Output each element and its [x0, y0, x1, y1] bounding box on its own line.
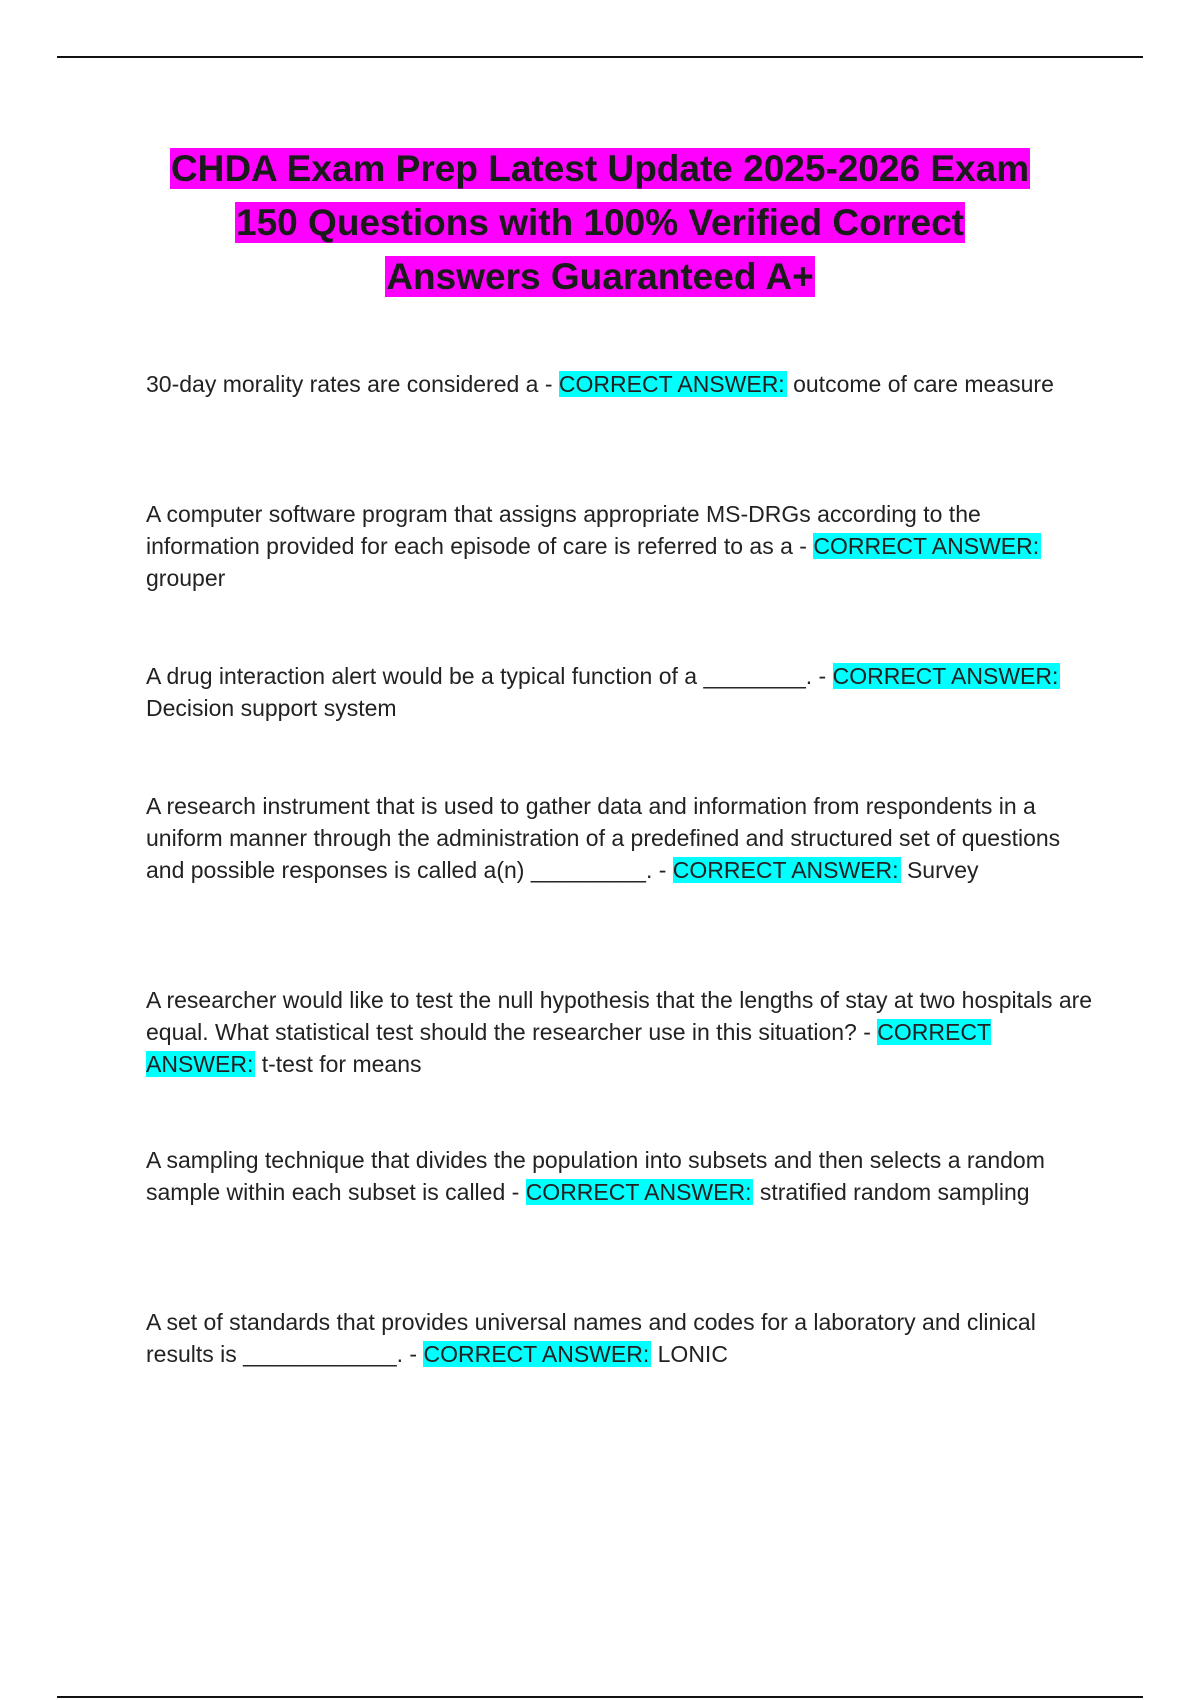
qa-item-4 — [146, 790, 1096, 886]
correct-answer-label: CORRECT ANSWER: — [146, 1019, 991, 1077]
correct-answer-label: CORRECT ANSWER: — [558, 371, 785, 397]
qa-item-7 — [146, 1306, 1096, 1370]
title-line-2: 150 Questions with 100% Verified Correct — [236, 202, 964, 243]
correct-answer-label: CORRECT ANSWER: — [423, 1341, 650, 1367]
document-title — [130, 142, 1070, 304]
answer-text: Decision support system — [146, 695, 397, 721]
question-text: 30-day morality rates are considered a - — [146, 371, 559, 397]
qa-item-5 — [146, 984, 1096, 1080]
qa-item-6 — [146, 1144, 1096, 1208]
question-text: A set of standards that provides universal names and codes for a laboratory and clinical results is ____________. - — [146, 1309, 1036, 1367]
answer-text: outcome of care measure — [786, 371, 1054, 397]
question-text: A drug interaction alert would be a typical function of a ________. - — [146, 663, 833, 689]
header-rule — [57, 56, 1143, 58]
question-text: A researcher would like to test the null hypothesis that the lengths of stay at two hospitals are equal. What statistical test should the researcher use in this situation? - — [146, 987, 1093, 1045]
answer-text: grouper — [146, 565, 226, 591]
question-text: A research instrument that is used to gather data and information from respondents in a uniform manner through the administration of a predefined and structured set of questions and possible responses is called a(n) _________. - — [146, 793, 1061, 883]
footer-rule — [57, 1696, 1143, 1698]
answer-text: stratified random sampling — [753, 1179, 1030, 1205]
correct-answer-label: CORRECT ANSWER: — [832, 663, 1059, 689]
qa-item-1 — [146, 368, 1096, 400]
qa-item-3 — [146, 660, 1096, 724]
correct-answer-label: CORRECT ANSWER: — [672, 857, 899, 883]
qa-item-2 — [146, 498, 1096, 594]
answer-text: Survey — [900, 857, 979, 883]
answer-text: t-test for means — [255, 1051, 422, 1077]
question-text: A sampling technique that divides the population into subsets and then selects a random sample within each subset is called - — [146, 1147, 1045, 1205]
question-text: A computer software program that assigns appropriate MS-DRGs according to the information provided for each episode of care is referred to as a - — [146, 501, 981, 559]
answer-text: LONIC — [651, 1341, 728, 1367]
title-line-1: CHDA Exam Prep Latest Update 2025-2026 Exam — [170, 148, 1030, 189]
correct-answer-label: CORRECT ANSWER: — [525, 1179, 752, 1205]
correct-answer-label: CORRECT ANSWER: — [813, 533, 1040, 559]
title-line-3: Answers Guaranteed A+ — [386, 256, 814, 297]
